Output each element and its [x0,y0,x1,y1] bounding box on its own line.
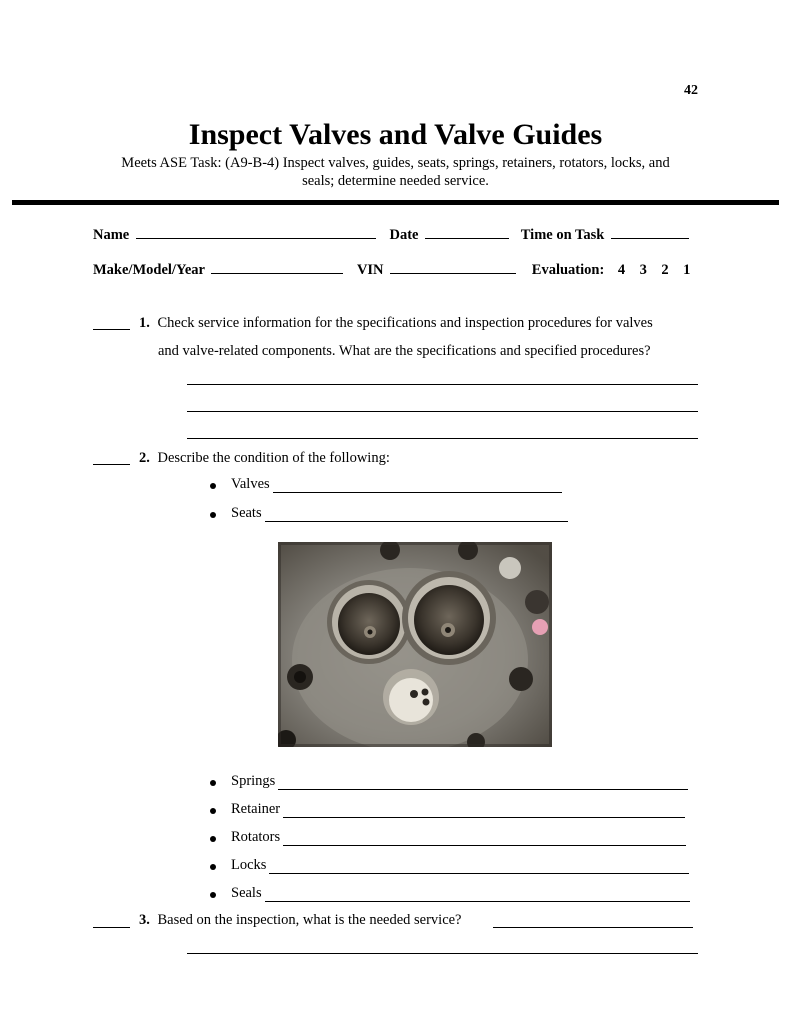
item-label: Seats [231,505,262,521]
retainer-answer-line[interactable] [283,805,685,818]
q3-answer-line[interactable] [187,953,698,954]
q1-text-line-1 [139,315,653,332]
make-model-year-label: Make/Model/Year [93,262,205,278]
ase-task-description [0,154,791,190]
evaluation-scores[interactable]: 4 3 2 1 [617,262,691,278]
q1-checkoff-blank[interactable] [93,329,130,330]
list-item-locks [210,857,689,874]
bullet-icon [210,808,216,814]
seats-answer-line[interactable] [265,509,568,522]
q3-question: Based on the inspection, what is the needed service? [157,912,462,928]
subtitle-line-2: seals; determine needed service. [302,173,489,189]
item-label: Locks [231,857,267,873]
q2-number: 2. [139,450,150,466]
item-label: Seals [231,885,262,901]
vehicle-info-row [93,261,690,279]
springs-answer-line[interactable] [278,777,688,790]
name-field-row [93,226,689,244]
header-divider [12,200,779,205]
list-item-rotators [210,829,686,846]
date-label: Date [389,227,419,243]
item-label: Retainer [231,801,281,817]
cylinder-head-photo [278,542,552,747]
bullet-icon [210,483,216,489]
q1-answer-line[interactable] [187,384,698,385]
bullet-icon [210,892,216,898]
list-item-retainer [210,801,685,818]
bullet-icon [210,780,216,786]
list-item-seats [210,505,568,522]
item-label: Valves [231,476,270,492]
q3-checkoff-blank[interactable] [93,927,130,928]
q3-text [139,912,462,929]
evaluation-label: Evaluation: [531,262,605,278]
make-model-year-field[interactable] [211,261,343,274]
q2-question: Describe the condition of the following: [157,450,390,466]
bullet-icon [210,864,216,870]
time-on-task-label: Time on Task [520,227,605,243]
q1-question-line-2: and valve-related components. What are the specifications and specified procedures? [158,343,651,359]
vin-label: VIN [356,262,384,278]
seals-answer-line[interactable] [265,889,690,902]
q1-answer-line[interactable] [187,438,698,439]
list-item-seals [210,885,690,902]
list-item-springs [210,773,688,790]
time-on-task-field[interactable] [611,226,689,239]
item-label: Rotators [231,829,281,845]
bullet-icon [210,512,216,518]
name-field[interactable] [136,226,376,239]
valves-answer-line[interactable] [273,480,562,493]
q1-answer-line[interactable] [187,411,698,412]
rotators-answer-line[interactable] [283,833,686,846]
locks-answer-line[interactable] [269,861,689,874]
q1-question-line-1: Check service information for the specifications and inspection procedures for valves [157,315,653,331]
q3-answer-line[interactable] [493,927,693,928]
q2-checkoff-blank[interactable] [93,464,130,465]
bullet-icon [210,836,216,842]
q3-number: 3. [139,912,150,928]
date-field[interactable] [425,226,509,239]
page-number: 42 [684,83,698,98]
list-item-valves [210,476,562,493]
q1-number: 1. [139,315,150,331]
name-label: Name [93,227,130,243]
item-label: Springs [231,773,276,789]
cylinder-head-illustration [278,542,552,747]
q2-text [139,450,390,467]
page-title: Inspect Valves and Valve Guides [188,118,603,151]
vin-field[interactable] [390,261,516,274]
subtitle-line-1: Meets ASE Task: (A9-B-4) Inspect valves, guides, seats, springs, retainers, rotators, locks, and [121,155,670,171]
